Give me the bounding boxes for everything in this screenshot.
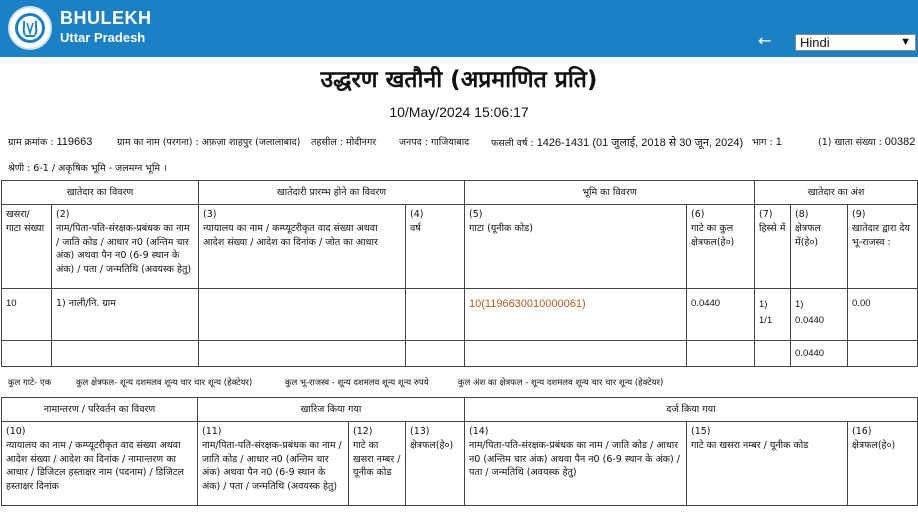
chevron-down-icon: ▼ xyxy=(900,36,911,48)
cell-khasra: 10 xyxy=(2,289,52,341)
header-bar xyxy=(0,0,918,57)
cell-share: 1) 1/1 xyxy=(755,289,791,341)
fasli-year: फसली वर्ष : 1426-1431 (01 जुलाई, 2018 से 30 जून, 2024) xyxy=(491,137,744,149)
cell-revenue: 0.00 xyxy=(848,289,918,341)
col-removed-gata: (12) गाटे का खसरा नम्बर / यूनीक कोड xyxy=(349,422,406,506)
table-row xyxy=(2,289,918,341)
mutation-table xyxy=(1,397,918,506)
tehsil: तहसील : मोदीनगर xyxy=(311,137,377,148)
col-court: (3) न्यायालय का नाम / कम्प्यूटरीकृत वाद संख्या अथवा आदेश संख्या / आदेश का दिनांक / जोत का आधार xyxy=(199,205,406,289)
brand-subtitle: Uttar Pradesh xyxy=(60,30,146,45)
cell-year xyxy=(406,289,465,341)
cell-area-total: 0.0440 xyxy=(791,341,848,367)
language-selected-value: Hindi xyxy=(800,35,830,50)
col-revenue: (9) खातेदार द्वारा देय भू-राजस्व : xyxy=(848,205,918,289)
summary-total-revenue: कुल भू-राजस्व - शून्य दशमलव शून्य शून्य रुपये xyxy=(285,378,429,388)
language-select[interactable] xyxy=(795,34,916,51)
group-entered: दर्ज किया गया xyxy=(465,398,918,422)
cell-total-area: 0.0440 xyxy=(687,289,755,341)
gata-link[interactable]: 10(1196630010000061) xyxy=(469,298,586,310)
col-entered-name: (14) नाम/पिता-पति-संरक्षक-प्रबंधक का नाम / जाति कोड / आधार न0 (अन्तिम चार अंक) अथवा पैन न0 (6-9 स्थान के अंक) / पता / जन्मतिथि (अवयस्क हेतु) xyxy=(465,422,687,506)
col-removed-name: (11) नाम/पिता-पति-संरक्षक-प्रबंधक का नाम / जाति कोड / आधार न0 (अन्तिम चार अंक) अथवा पैन न0 (6-9 स्थान के अंक) / पता / जन्मतिथि (अवयस्क हेतु) xyxy=(198,422,349,506)
back-arrow-icon[interactable]: ← xyxy=(758,31,772,50)
col-share: (7) हिस्से में xyxy=(755,205,791,289)
up-emblem-icon xyxy=(8,6,52,50)
district: जनपद : गाजियाबाद xyxy=(399,137,470,148)
col-total-area: (6) गाटे का कुल क्षेत्रफल(हे०) xyxy=(687,205,755,289)
summary-total-gata: कुल गाटे- एक xyxy=(8,378,52,388)
khata-number: (1) खाता संख्या : 00382 xyxy=(818,136,916,148)
village-name: ग्राम का नाम (परगना) : अफ़ज़ा शाहपुर (जलालाबाद) xyxy=(117,137,301,148)
bhag: भाग : 1 xyxy=(752,136,782,148)
group-holder-share: खातेदार का अंश xyxy=(755,181,918,205)
cell-gata xyxy=(465,289,687,341)
gram-code: ग्राम क्रमांक : 119663 xyxy=(8,136,93,148)
land-category: श्रेणी : 6-1 / अकृषिक भूमि - जलमग्न भूमि । xyxy=(8,163,167,174)
summary-total-area: कुल क्षेत्रफल- शून्य दशमलव शून्य चार चार शून्य (हेक्टेयर) xyxy=(76,378,253,388)
cell-area: 1) 0.0440 xyxy=(791,289,848,341)
summary-total-share: कुल अंश का क्षेत्रफल - शून्य दशमलव शून्य चार चार शून्य (हेक्टेयर) xyxy=(458,378,664,388)
col-khasra: खसरा/ गाटा संख्या xyxy=(2,205,52,289)
document-title: उद्धरण खतौनी (अप्रमाणित प्रति) xyxy=(320,67,598,93)
group-holder-details: खातेदार का विवरण xyxy=(2,181,199,205)
brand-title: BHULEKH xyxy=(60,8,152,28)
khatauni-table xyxy=(1,180,918,367)
group-removed: खारिज किया गया xyxy=(198,398,465,422)
group-mutation: नामान्तरण / परिवर्तन का विवरण xyxy=(2,398,198,422)
total-row xyxy=(2,341,918,367)
col-area: (8) क्षेत्रफल में(हे०) xyxy=(791,205,848,289)
group-holding-start: खातेदारी प्रारम्भ होने का विवरण xyxy=(199,181,465,205)
col-year: (4) वर्ष xyxy=(406,205,465,289)
col-gata: (5) गाटा (यूनीक कोड) xyxy=(465,205,687,289)
col-mutation-court: (10) न्यायालय का नाम / कम्प्यूटरीकृत वाद संख्या अथवा आदेश संख्या / आदेश का दिनांक / नामान्तरण का आधार / डिजिटल हस्ताक्षर नाम (पदनाम) / डिजिटल हस्ताक्षर दिनांक xyxy=(2,422,198,506)
document-datetime: 10/May/2024 15:06:17 xyxy=(389,104,529,120)
cell-name: 1) नाली/नि. ग्राम xyxy=(52,289,199,341)
col-removed-area: (13) क्षेत्रफल(हे०) xyxy=(406,422,465,506)
cell-court xyxy=(199,289,406,341)
col-entered-gata: (15) गाटे का खसरा नम्बर / यूनीक कोड xyxy=(687,422,848,506)
col-entered-area: (16) क्षेत्रफल(हे०) xyxy=(848,422,918,506)
group-land-details: भूमि का विवरण xyxy=(465,181,755,205)
col-name: (2) नाम/पिता-पति-संरक्षक-प्रबंधक का नाम / जाति कोड / आधार न0 (अन्तिम चार अंक) अथवा पैन न0 (6-9 स्थान के अंक) / पता / जन्मतिथि (अवयस्क हेतु) xyxy=(52,205,199,289)
